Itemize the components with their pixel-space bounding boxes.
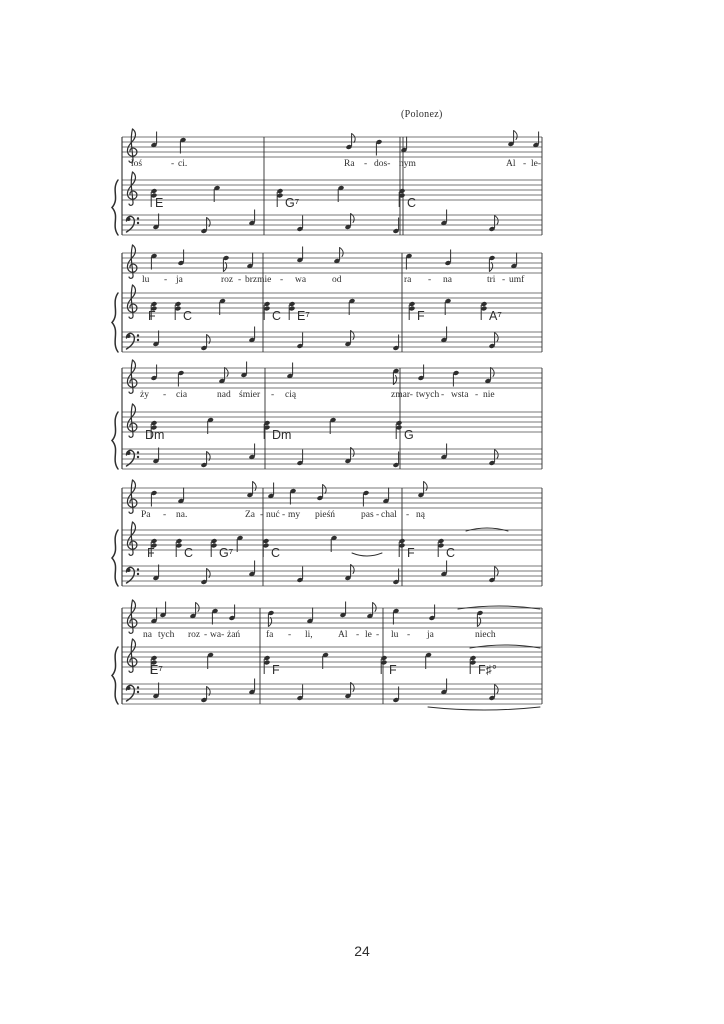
lyric-syllable: le-: [531, 159, 542, 169]
lyric-syllable: ci.: [178, 159, 188, 169]
lyric-syllable: -: [406, 510, 410, 520]
lyric-syllable: umf: [509, 275, 525, 285]
lyric-syllable: fa: [266, 630, 274, 640]
lyric-syllable: na.: [176, 510, 188, 520]
lyric-syllable: nuć: [266, 510, 280, 520]
lyric-syllable: cią: [285, 390, 297, 400]
chord-symbol: F: [147, 546, 155, 560]
chord-symbol: F: [407, 546, 415, 560]
lyric-syllable: żań: [227, 630, 241, 640]
lyric-syllable: Al: [338, 630, 348, 640]
lyric-syllable: -: [475, 390, 479, 400]
lyric-syllable: -: [280, 275, 284, 285]
lyric-syllable: pas: [361, 510, 374, 520]
lyric-syllable: pieśń: [315, 510, 336, 520]
lyric-syllable: ną: [416, 510, 425, 520]
lyric-syllable: nym: [399, 159, 416, 169]
lyric-syllable: cia: [176, 390, 188, 400]
lyric-syllable: -: [502, 275, 506, 285]
lyric-syllable: twych: [416, 390, 440, 400]
chord-symbol: G⁷: [285, 196, 300, 210]
chord-symbol: F: [389, 663, 397, 677]
chord-symbol: C: [183, 309, 193, 323]
chord-symbol: C: [271, 546, 281, 560]
lyric-syllable: -: [204, 630, 208, 640]
chord-symbol: F: [417, 309, 425, 323]
lyric-syllable: -: [164, 275, 168, 285]
chord-symbol: G: [404, 428, 414, 442]
lyric-syllable: -: [376, 630, 380, 640]
music-system-1: [108, 121, 556, 253]
lyric-syllable: -: [163, 510, 167, 520]
lyric-syllable: Al: [506, 159, 516, 169]
music-system-2: [108, 237, 556, 370]
lyric-syllable: -: [364, 159, 368, 169]
staff-notation-svg: [108, 121, 556, 253]
lyric-syllable: ja: [427, 630, 434, 640]
music-system-5: [108, 592, 556, 722]
lyric-syllable: dos-: [374, 159, 391, 169]
lyric-syllable: li,: [305, 630, 313, 640]
lyric-syllable: -: [523, 159, 527, 169]
lyric-syllable: Ra: [344, 159, 355, 169]
music-system-3: [108, 352, 556, 487]
lyric-syllable: lu: [142, 275, 150, 285]
staff-notation-svg: [108, 352, 556, 487]
lyric-syllable: nie: [483, 390, 495, 400]
lyric-syllable: wsta: [451, 390, 469, 400]
chord-symbol: E: [155, 196, 164, 210]
lyric-syllable: roz: [221, 275, 234, 285]
music-system-4: [108, 472, 556, 604]
page-number: 24: [354, 943, 370, 959]
lyric-syllable: zmar-: [391, 390, 413, 400]
lyric-syllable: -: [376, 510, 380, 520]
staff-notation-svg: [108, 237, 556, 370]
lyric-syllable: chal: [381, 510, 397, 520]
chord-symbol: F: [148, 309, 156, 323]
lyric-syllable: łoś: [131, 159, 143, 169]
chord-symbol: F♯°: [478, 663, 497, 677]
lyric-syllable: wa: [295, 275, 307, 285]
lyric-syllable: wa-: [210, 630, 225, 640]
lyric-syllable: tych: [158, 630, 175, 640]
lyric-syllable: -: [441, 390, 445, 400]
chord-symbol: A⁷: [489, 309, 502, 323]
lyric-syllable: na: [143, 630, 152, 640]
lyric-syllable: -: [288, 630, 292, 640]
lyric-syllable: -: [171, 159, 175, 169]
chord-symbol: C: [407, 196, 417, 210]
chord-symbol: C: [272, 309, 282, 323]
lyric-syllable: śmier: [239, 390, 261, 400]
lyric-syllable: na: [443, 275, 452, 285]
lyric-syllable: tri: [487, 275, 496, 285]
staff-notation-svg: [108, 472, 556, 604]
chord-symbol: F: [272, 663, 280, 677]
lyric-syllable: Pa: [141, 510, 151, 520]
lyric-syllable: -: [407, 630, 411, 640]
lyric-syllable: ra: [404, 275, 412, 285]
chord-symbol: G⁷: [219, 546, 234, 560]
lyric-syllable: -: [428, 275, 432, 285]
lyric-syllable: -: [271, 390, 275, 400]
lyric-syllable: lu: [391, 630, 399, 640]
lyric-syllable: ja: [176, 275, 183, 285]
chord-symbol: C: [446, 546, 456, 560]
chord-symbol: Dm: [272, 428, 292, 442]
lyric-syllable: nad: [217, 390, 231, 400]
chord-symbol: C: [184, 546, 194, 560]
lyric-syllable: -: [356, 630, 360, 640]
lyric-syllable: my: [288, 510, 301, 520]
lyric-syllable: roz: [188, 630, 201, 640]
lyric-syllable: -: [260, 510, 264, 520]
lyric-syllable: od: [332, 275, 342, 285]
lyric-syllable: ży: [140, 390, 149, 400]
chord-symbol: E⁷: [297, 309, 310, 323]
lyric-syllable: -: [163, 390, 167, 400]
staff-notation-svg: [108, 592, 556, 722]
lyric-syllable: le: [365, 630, 372, 640]
lyric-syllable: niech: [475, 630, 496, 640]
chord-symbol: Dm: [145, 428, 165, 442]
lyric-syllable: Za: [245, 510, 256, 520]
lyric-syllable: -: [282, 510, 286, 520]
chord-symbol: E⁷: [150, 663, 163, 677]
lyric-syllable: -: [238, 275, 242, 285]
lyric-syllable: brzmie: [245, 275, 272, 285]
tempo-style-annotation: (Polonez): [401, 109, 443, 120]
